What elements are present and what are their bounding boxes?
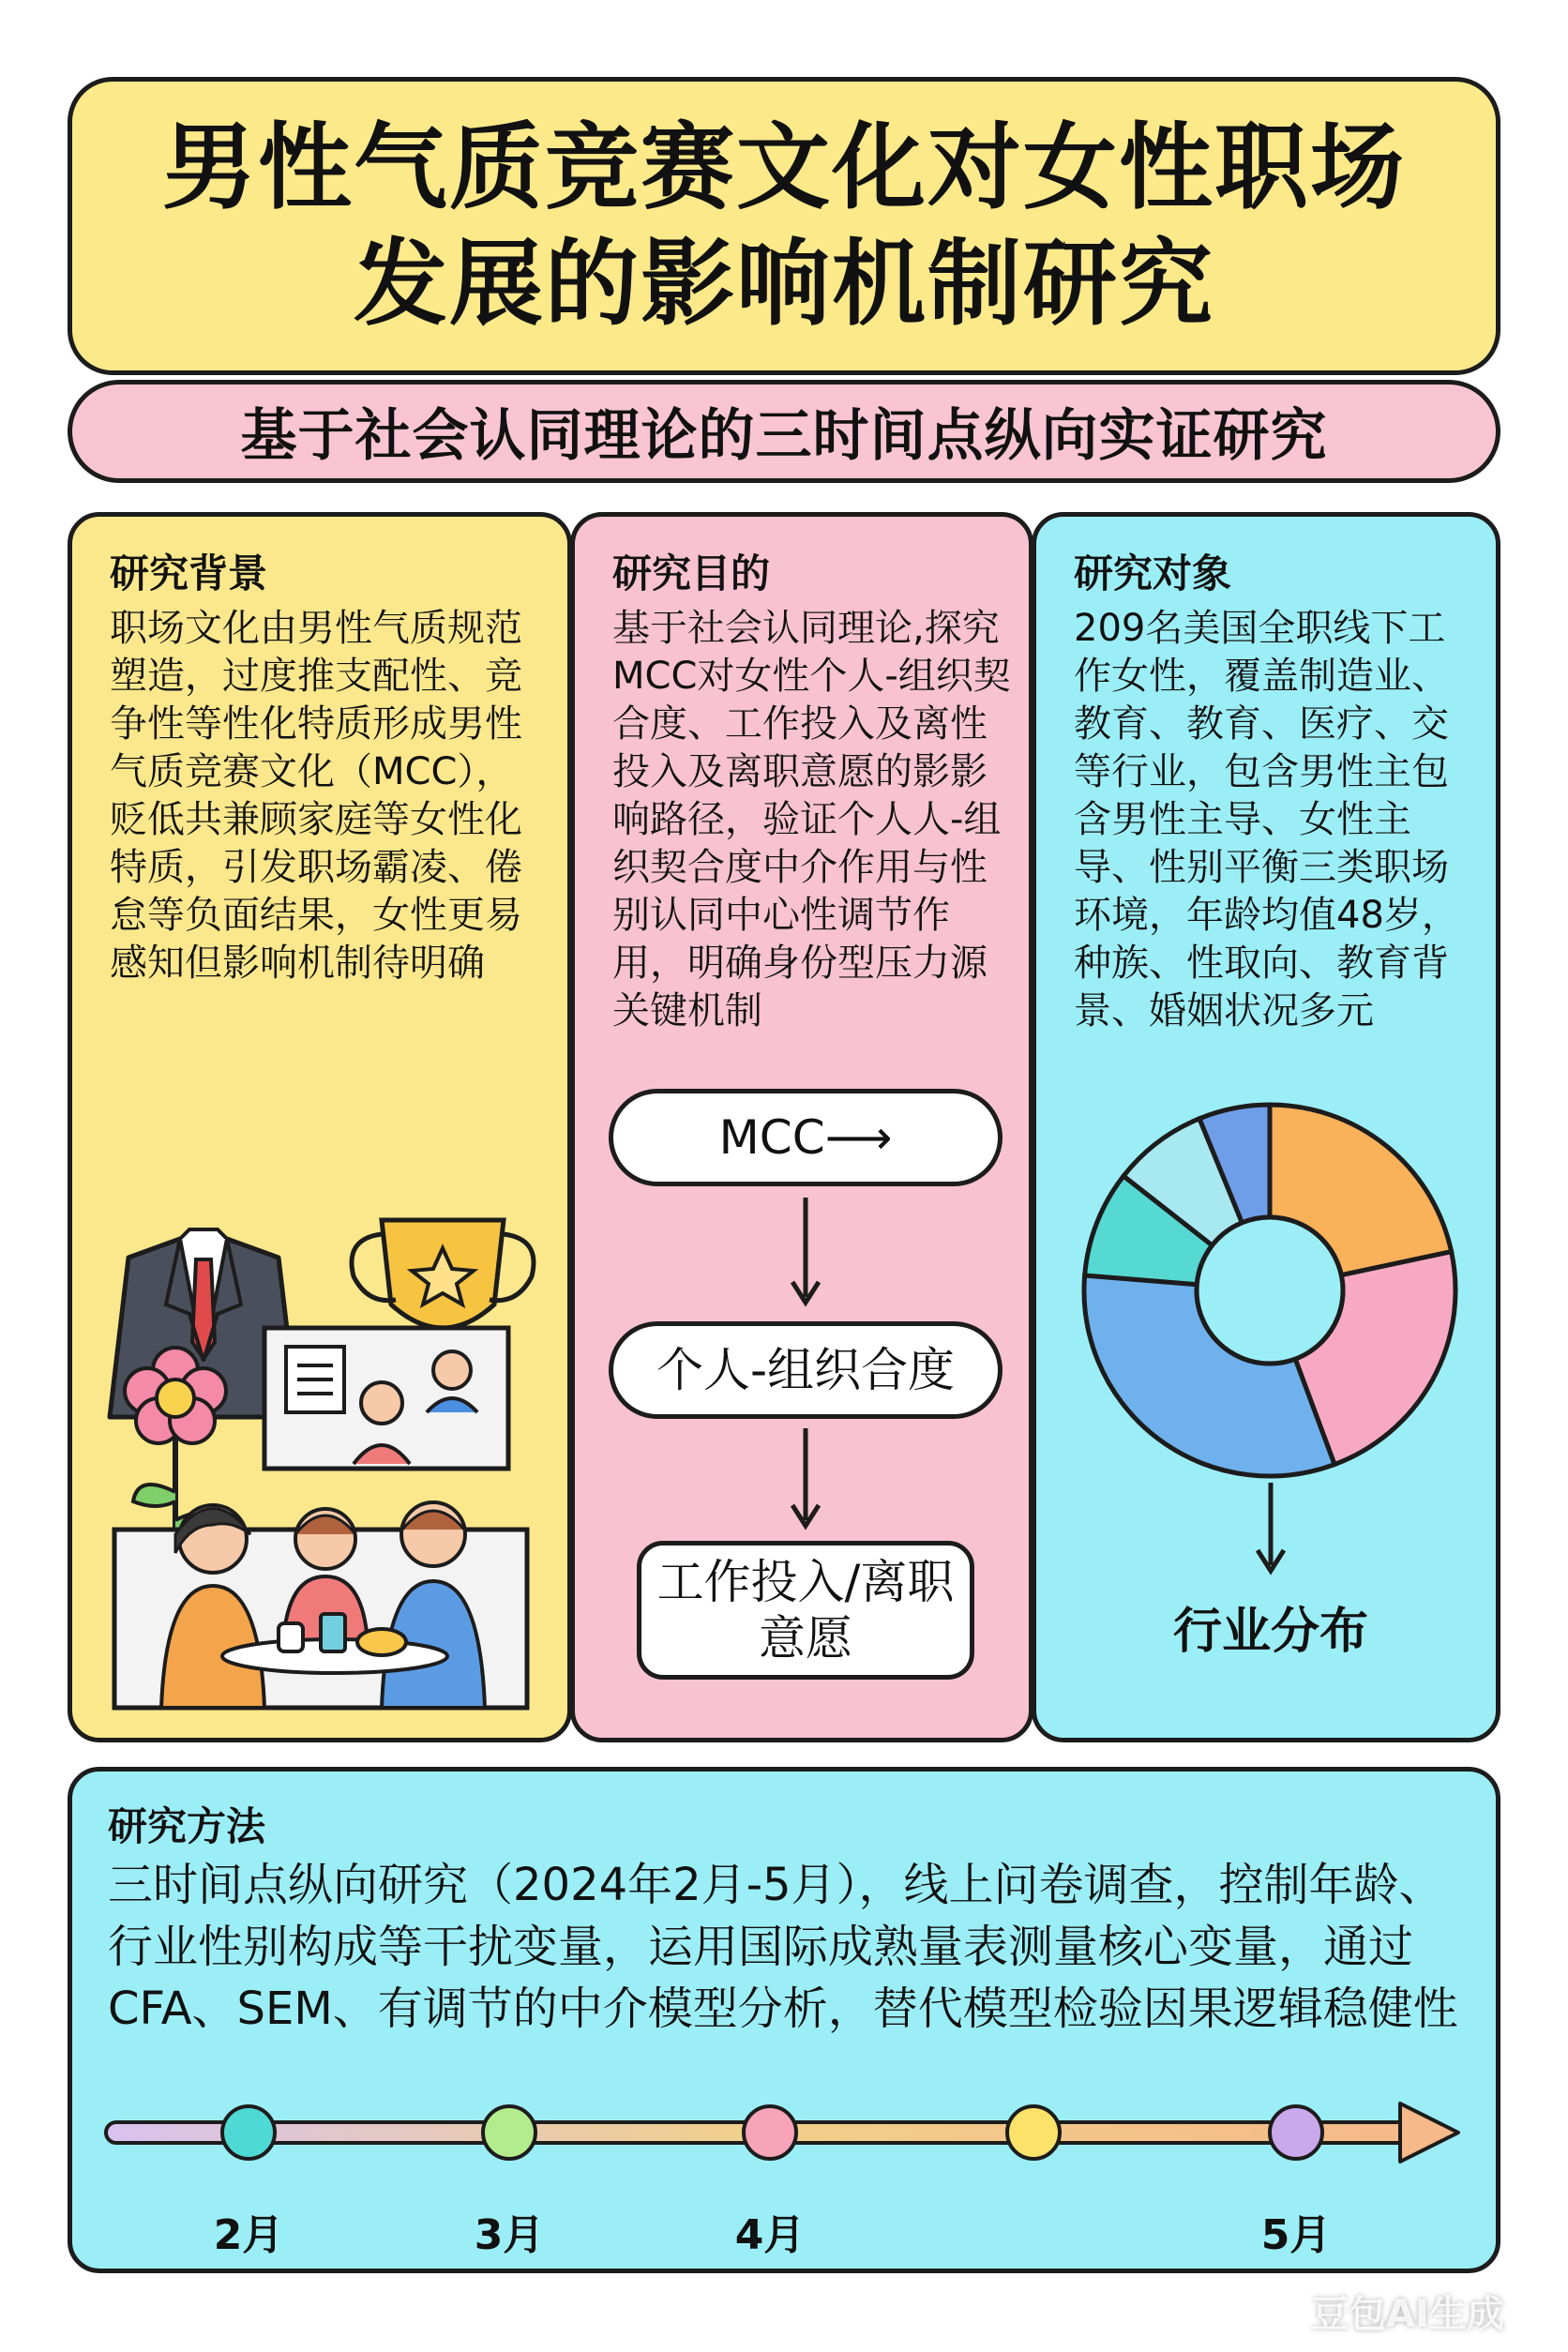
subjects-title: 研究对象 xyxy=(1074,550,1232,596)
subjects-body: 209名美国全职线下工作女性，覆盖制造业、教育、教育、医疗、交等行业，包含男性主包含男性主导、女性主导、性别平衡三类职场环境，年龄均值48岁，种族、性取向、教育背景、婚姻状况多元 xyxy=(1074,607,1459,1033)
timeline-dot xyxy=(222,2106,275,2159)
page-subtitle: 基于社会认同理论的三时间点纵向实证研究 xyxy=(240,403,1328,469)
donut-hole xyxy=(1197,1217,1343,1364)
method-panel xyxy=(68,1767,1500,2273)
timeline-dot xyxy=(483,2106,535,2159)
background-body: 职场文化由男性气质规范塑造，过度推支配性、竞争性等性化特质形成男性气质竞赛文化（MCC），贬低共兼顾家庭等女性化特质，引发职场霸凌、倦怠等负面结果，女性更易感知但影响机制待明确 xyxy=(110,607,522,985)
flow-step-outcome: 工作投入/离职意愿 xyxy=(637,1541,974,1680)
flow-step-mcc: MCC⟶ xyxy=(609,1089,1003,1186)
watermark: 豆包AI生成 xyxy=(1311,2293,1504,2336)
background-title: 研究背景 xyxy=(110,550,268,596)
industry-donut-chart xyxy=(1078,1098,1462,1483)
timeline-label: 3月 xyxy=(474,2211,545,2259)
timeline-label: 4月 xyxy=(734,2211,806,2259)
timeline-dot xyxy=(1007,2106,1060,2159)
background-panel xyxy=(68,512,572,1742)
arrow-down-icon xyxy=(787,1198,824,1310)
goal-body: 基于社会认同理论,探究MCC对女性个人-组织契合度、工作投入及离性投入及离职意愿的影影响路径，验证个人人-组织契合度中介作用与性别认同中心性调节作用，明确身份型压力源关键机制 xyxy=(612,607,1011,1033)
method-title: 研究方法 xyxy=(108,1803,266,1849)
goal-title: 研究目的 xyxy=(612,550,771,596)
flow-step-fit: 个人-组织合度 xyxy=(609,1321,1003,1419)
page-title: 男性气质竞赛文化对女性职场发展的影响机制研究 xyxy=(162,113,1406,339)
goal-panel xyxy=(570,512,1033,1742)
method-body: 三时间点纵向研究（2024年2月-5月），线上问卷调查，控制年龄、行业性别构成等干扰变量，运用国际成熟量表测量核心变量，通过CFA、SEM、有调节的中介模型分析，替代模型检验因果逻辑稳健性 xyxy=(108,1859,1458,2035)
arrow-down-icon xyxy=(1252,1483,1289,1576)
arrow-down-icon xyxy=(787,1428,824,1531)
timeline xyxy=(72,2081,1496,2194)
timeline-label: 5月 xyxy=(1260,2211,1332,2259)
title-banner xyxy=(68,77,1500,375)
industry-distribution-label: 行业分布 xyxy=(1172,1604,1368,1660)
subtitle-banner xyxy=(68,380,1500,483)
family-meal-icon xyxy=(110,1483,541,1717)
timeline-dot xyxy=(1270,2106,1322,2159)
timeline-dot xyxy=(744,2106,796,2159)
subjects-panel xyxy=(1032,512,1500,1742)
video-call-icon xyxy=(260,1323,513,1473)
timeline-label: 2月 xyxy=(213,2211,284,2259)
